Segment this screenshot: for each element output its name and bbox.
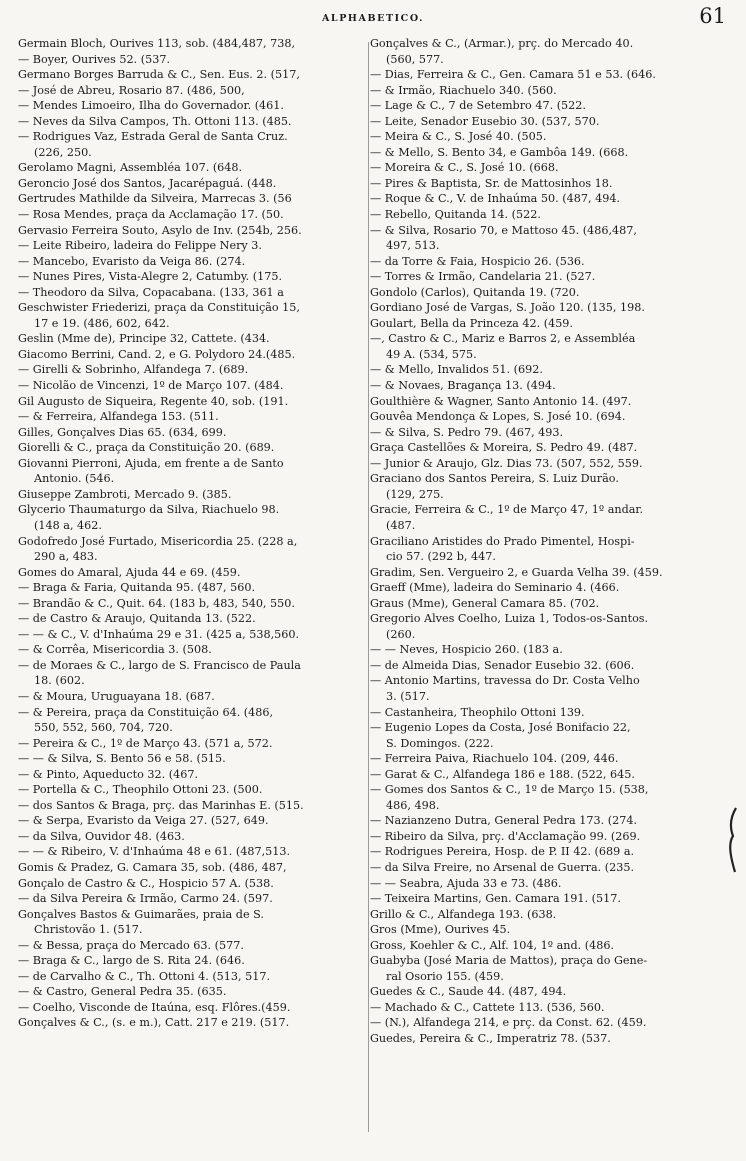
entry-line: — & Irmão, Riachuelo 340. (560. <box>370 83 557 97</box>
running-title: ALPHABETICO. <box>321 13 425 24</box>
entry-line: — — & C., V. d'Inhaúma 29 e 31. (425 a, 538,560. <box>18 627 300 641</box>
directory-entry <box>370 767 732 783</box>
directory-entry <box>370 409 732 425</box>
directory-entry <box>370 502 732 533</box>
entry-line: — & Ferreira, Alfandega 153. (511. <box>18 410 219 424</box>
directory-entry <box>370 642 732 658</box>
entry-line: — Brandão & C., Quit. 64. (183 b, 483, 540, 550. <box>18 596 295 610</box>
directory-entry <box>18 689 374 705</box>
entry-line: —, Castro & C., Mariz e Barros 2, e Assembléa <box>370 332 636 346</box>
entry-line: — & Serpa, Evaristo da Veiga 27. (527, 649. <box>18 814 269 828</box>
directory-entry <box>18 844 374 860</box>
entry-line: — da Silva, Ouvidor 48. (463. <box>18 829 185 843</box>
directory-entry <box>370 891 732 907</box>
directory-entry <box>18 953 374 969</box>
entry-line: — de Moraes & C., largo de S. Francisco de Paula <box>18 658 301 672</box>
entry-line: — Eugenio Lopes da Costa, José Bonifacio 22, <box>370 721 631 735</box>
directory-entry <box>370 860 732 876</box>
directory-entry <box>370 751 732 767</box>
entry-line: — Dias, Ferreira & C., Gen. Camara 51 e 53. (646. <box>370 68 656 82</box>
directory-entry <box>370 922 732 938</box>
entry-line: 550, 552, 560, 704, 720. <box>34 721 173 735</box>
directory-entry <box>18 440 374 456</box>
directory-entry <box>18 378 374 394</box>
entry-line: Germano Borges Barruda & C., Sen. Eus. 2. (517, <box>18 68 300 82</box>
entry-line: Germain Bloch, Ourives 113, sob. (484,487, 738, <box>18 37 296 50</box>
entry-line: — Leite, Senador Eusebio 30. (537, 570. <box>370 114 600 128</box>
directory-entry <box>18 394 374 410</box>
entry-line: — & Moura, Uruguayana 18. (687. <box>18 689 215 703</box>
entry-line: — Theodoro da Silva, Copacabana. (133, 361 a <box>18 285 284 299</box>
entry-line: — Nazianzeno Dutra, General Pedra 173. (274. <box>370 814 638 828</box>
directory-entry <box>370 223 732 254</box>
entry-line: Gradim, Sen. Vergueiro 2, e Guarda Velha 39. (459. <box>370 565 663 579</box>
directory-entry <box>370 456 732 472</box>
directory-entry <box>18 67 374 83</box>
entry-line: Gonçalo de Castro & C., Hospicio 57 A. (538. <box>18 876 274 890</box>
directory-entry <box>370 1000 732 1016</box>
directory-entry <box>370 160 732 176</box>
directory-entry <box>18 782 374 798</box>
entry-line: Godofredo José Furtado, Misericordia 25. (228 a, <box>18 534 298 548</box>
directory-entry <box>370 534 732 565</box>
entry-line: — Rodrigues Pereira, Hosp. de P. II 42. (689 a. <box>370 845 635 859</box>
directory-entry <box>18 409 374 425</box>
directory-entry <box>18 456 374 487</box>
directory-entry <box>18 984 374 1000</box>
directory-entry <box>18 331 374 347</box>
directory-entry <box>18 191 374 207</box>
directory-entry <box>18 891 374 907</box>
directory-entry <box>18 425 374 441</box>
entry-line: Gil Augusto de Siqueira, Regente 40, sob. (191. <box>18 394 289 408</box>
directory-entry <box>370 953 732 984</box>
entry-line: Graeff (Mme), ladeira do Seminario 4. (466. <box>370 581 620 595</box>
directory-entry <box>18 813 374 829</box>
entry-line: — Braga & C., largo de S. Rita 24. (646. <box>18 954 245 968</box>
entry-line: — Rosa Mendes, praça da Acclamação 17. (50. <box>18 208 284 222</box>
directory-entry <box>18 798 374 814</box>
entry-line: (487. <box>386 518 416 532</box>
entry-line: — (N.), Alfandega 214, e prç. da Const. 62. (459. <box>370 1016 647 1030</box>
entry-line: — Machado & C., Cattete 113. (536, 560. <box>370 1000 605 1014</box>
directory-entry <box>18 487 374 503</box>
entry-line: Geschwister Friederizi, praça da Constituição 15, <box>18 301 300 315</box>
directory-entry <box>18 829 374 845</box>
entry-line: (226, 250. <box>34 145 92 159</box>
directory-entry <box>18 502 374 533</box>
entry-line: — Pires & Baptista, Sr. de Mattosinhos 18. <box>370 176 613 190</box>
entry-line: — — Neves, Hospicio 260. (183 a. <box>370 643 563 657</box>
entry-line: — & Silva, S. Pedro 79. (467, 493. <box>370 425 564 439</box>
directory-entry <box>370 285 732 301</box>
directory-entry <box>18 285 374 301</box>
directory-entry <box>18 969 374 985</box>
directory-entry <box>370 938 732 954</box>
entry-line: — Castanheira, Theophilo Ottoni 139. <box>370 705 585 719</box>
directory-entry <box>18 269 374 285</box>
entry-line: — Nunes Pires, Vista-Alegre 2, Catumby. (175. <box>18 270 283 284</box>
entry-line: — Ribeiro da Silva, prç. d'Acclamação 99. (269. <box>370 829 641 843</box>
directory-entry <box>370 425 732 441</box>
entry-line: — Mancebo, Evaristo da Veiga 86. (274. <box>18 254 246 268</box>
directory-entry <box>370 362 732 378</box>
directory-entry <box>370 720 732 751</box>
entry-line: 18. (602. <box>34 674 85 688</box>
entry-line: Giacomo Berrini, Cand. 2, e G. Polydoro 24.(485. <box>18 347 296 361</box>
directory-entry <box>18 736 374 752</box>
entry-line: Gertrudes Mathilde da Silveira, Marrecas 3. (56 <box>18 192 292 206</box>
entry-line: — da Silva Pereira & Irmão, Carmo 24. (597. <box>18 892 273 906</box>
directory-entry <box>370 207 732 223</box>
entry-line: Graça Castellões & Moreira, S. Pedro 49. (487. <box>370 441 638 455</box>
directory-entry <box>18 627 374 643</box>
directory-entry <box>370 1031 732 1047</box>
entry-line: Graciliano Aristides do Prado Pimentel, Hospi- <box>370 534 635 548</box>
page-header <box>14 4 732 36</box>
directory-entry <box>370 907 732 923</box>
entry-line: — Garat & C., Alfandega 186 e 188. (522, 645. <box>370 767 635 781</box>
entry-line: — de Castro & Araujo, Quitanda 13. (522. <box>18 612 256 626</box>
entry-line: — Leite Ribeiro, ladeira do Felippe Nery 3. <box>18 239 262 253</box>
directory-entry <box>18 52 374 68</box>
entry-line: 486, 498. <box>386 798 440 812</box>
entry-line: — Mendes Limoeiro, Ilha do Governador. (461. <box>18 99 284 113</box>
entry-line: 497, 513. <box>386 239 440 253</box>
entry-line: Graciano dos Santos Pereira, S. Luiz Durão. <box>370 472 619 486</box>
entry-line: — Neves da Silva Campos, Th. Ottoni 113. (485. <box>18 114 292 128</box>
entry-line: Gordiano José de Vargas, S. João 120. (135, 198. <box>370 301 645 315</box>
entry-line: — Coelho, Visconde de Itaúna, esq. Flôres.(459. <box>18 1000 291 1014</box>
directory-entry <box>18 596 374 612</box>
directory-entry <box>18 1000 374 1016</box>
directory-entry <box>18 534 374 565</box>
entry-line: (560, 577. <box>386 52 444 66</box>
entry-line: Guedes, Pereira & C., Imperatriz 78. (537. <box>370 1032 611 1045</box>
page-number: 61 <box>699 4 726 28</box>
entry-line: — Braga & Faria, Quitanda 95. (487, 560. <box>18 581 256 595</box>
entry-line: — José de Abreu, Rosario 87. (486, 500, <box>18 83 245 97</box>
entry-line: 17 e 19. (486, 602, 642. <box>34 316 170 330</box>
margin-bracket-mark <box>728 806 738 874</box>
directory-entry <box>370 378 732 394</box>
directory-entry <box>370 829 732 845</box>
directory-entry <box>18 767 374 783</box>
entry-line: Gondolo (Carlos), Quitanda 19. (720. <box>370 285 580 299</box>
directory-entry <box>18 98 374 114</box>
entry-line: — Portella & C., Theophilo Ottoni 23. (500. <box>18 783 263 797</box>
entry-line: Gomes do Amaral, Ajuda 44 e 69. (459. <box>18 565 241 579</box>
directory-entry <box>18 876 374 892</box>
directory-entry <box>370 36 732 67</box>
entry-line: Goulthière & Wagner, Santo Antonio 14. (497. <box>370 394 632 408</box>
entry-line: Gonçalves & C., (Armar.), prç. do Mercado 40. <box>370 37 634 50</box>
right-column <box>370 36 732 1047</box>
directory-entry <box>18 238 374 254</box>
directory-entry <box>18 362 374 378</box>
entry-line: Antonio. (546. <box>34 472 115 486</box>
entry-line: — Rodrigues Vaz, Estrada Geral de Santa Cruz. <box>18 130 288 144</box>
entry-line: Gross, Koehler & C., Alf. 104, 1º and. (486. <box>370 938 615 952</box>
directory-entry <box>18 160 374 176</box>
directory-entry <box>370 316 732 332</box>
directory-entry <box>370 1015 732 1031</box>
entry-line: — Roque & C., V. de Inhaúma 50. (487, 494. <box>370 192 620 206</box>
directory-entry <box>370 565 732 581</box>
entry-line: (148 a, 462. <box>34 518 102 532</box>
entry-line: S. Domingos. (222. <box>386 736 494 750</box>
directory-entry <box>370 254 732 270</box>
directory-entry <box>18 938 374 954</box>
entry-line: cio 57. (292 b, 447. <box>386 550 496 564</box>
directory-entry <box>370 394 732 410</box>
directory-entry <box>18 300 374 331</box>
directory-entry <box>18 642 374 658</box>
entry-line: (260. <box>386 627 416 641</box>
entry-line: Grillo & C., Alfandega 193. (638. <box>370 907 557 921</box>
entry-line: — & Mello, Invalidos 51. (692. <box>370 363 543 377</box>
directory-entry <box>370 129 732 145</box>
directory-entry <box>18 207 374 223</box>
entry-line: — Gomes dos Santos & C., 1º de Março 15. (538, <box>370 783 649 797</box>
column-divider <box>368 42 369 1132</box>
entry-line: Graus (Mme), General Camara 85. (702. <box>370 596 600 610</box>
directory-entry <box>370 331 732 362</box>
directory-entry <box>18 223 374 239</box>
entry-line: Giovanni Pierroni, Ajuda, em frente a de Santo <box>18 456 284 470</box>
entry-line: — Teixeira Martins, Gen. Camara 191. (517. <box>370 892 621 906</box>
entry-line: — de Carvalho & C., Th. Ottoni 4. (513, 517. <box>18 969 271 983</box>
entry-line: — & Pinto, Aqueducto 32. (467. <box>18 767 199 781</box>
entry-line: — Girelli & Sobrinho, Alfandega 7. (689. <box>18 363 249 377</box>
entry-line: Geroncio José dos Santos, Jacarépaguá. (448. <box>18 176 277 190</box>
directory-entry <box>370 300 732 316</box>
directory-entry <box>18 129 374 160</box>
entry-line: — & Mello, S. Bento 34, e Gambôa 149. (668. <box>370 145 629 159</box>
directory-entry <box>18 36 374 52</box>
entry-line: — Moreira & C., S. José 10. (668. <box>370 161 559 175</box>
entry-line: Goulart, Bella da Princeza 42. (459. <box>370 316 573 330</box>
entry-line: — Nicolão de Vincenzi, 1º de Março 107. (484. <box>18 379 284 393</box>
directory-entry <box>370 269 732 285</box>
entry-line: — Meira & C., S. José 40. (505. <box>370 130 547 144</box>
entry-line: — & Bessa, praça do Mercado 63. (577. <box>18 938 244 952</box>
entry-line: — Lage & C., 7 de Setembro 47. (522. <box>370 99 586 113</box>
entry-line: — Rebello, Quitanda 14. (522. <box>370 208 541 222</box>
entry-line: — Junior & Araujo, Glz. Dias 73. (507, 552, 559. <box>370 456 643 470</box>
directory-entry <box>18 254 374 270</box>
entry-line: Giorelli & C., praça da Constituição 20. (689. <box>18 441 275 455</box>
entry-line: — da Silva Freire, no Arsenal de Guerra. (235. <box>370 860 635 874</box>
directory-entry <box>370 145 732 161</box>
entry-line: — — & Silva, S. Bento 56 e 58. (515. <box>18 752 226 766</box>
entry-line: Gonçalves & C., (s. e m.), Catt. 217 e 219. (517. <box>18 1016 290 1030</box>
entry-line: — — & Ribeiro, V. d'Inhaúma 48 e 61. (487,513. <box>18 845 291 859</box>
entry-line: — & Silva, Rosario 70, e Mattoso 45. (486,487, <box>370 223 637 237</box>
directory-entry <box>18 83 374 99</box>
entry-line: 49 A. (534, 575. <box>386 347 477 361</box>
entry-line: — & Novaes, Bragança 13. (494. <box>370 379 556 393</box>
entry-line: Gracie, Ferreira & C., 1º de Março 47, 1º andar. <box>370 503 644 517</box>
directory-entry <box>370 114 732 130</box>
directory-entry <box>370 813 732 829</box>
directory-entry <box>18 611 374 627</box>
directory-entry <box>370 580 732 596</box>
entry-line: — Antonio Martins, travessa do Dr. Costa Velho <box>370 674 640 688</box>
directory-entry <box>18 860 374 876</box>
entry-line: Gonçalves Bastos & Guimarães, praia de S. <box>18 907 264 921</box>
directory-entry <box>18 907 374 938</box>
directory-entry <box>370 705 732 721</box>
directory-entry <box>18 347 374 363</box>
entry-line: Gervasio Ferreira Souto, Asylo de Inv. (254b, 256. <box>18 223 302 237</box>
directory-entry <box>18 1015 374 1031</box>
entry-line: Guedes & C., Saude 44. (487, 494. <box>370 985 567 999</box>
directory-entry <box>370 844 732 860</box>
entry-line: 3. (517. <box>386 689 430 703</box>
entry-line: Giuseppe Zambroti, Mercado 9. (385. <box>18 487 232 501</box>
directory-entry <box>370 782 732 813</box>
directory-entry <box>18 580 374 596</box>
entry-line: Christovão 1. (517. <box>34 923 143 937</box>
directory-entry <box>370 83 732 99</box>
entry-line: 290 a, 483. <box>34 550 98 564</box>
directory-entry <box>18 658 374 689</box>
directory-entry <box>370 98 732 114</box>
directory-entry <box>18 705 374 736</box>
entry-line: Gilles, Gonçalves Dias 65. (634, 699. <box>18 425 227 439</box>
entry-line: Geslin (Mme de), Principe 32, Cattete. (434. <box>18 332 270 346</box>
directory-entry <box>370 67 732 83</box>
entry-line: Gregorio Alves Coelho, Luiza 1, Todos-os-Santos. <box>370 612 649 626</box>
directory-entry <box>370 176 732 192</box>
entry-line: — & Castro, General Pedra 35. (635. <box>18 985 227 999</box>
directory-entry <box>370 471 732 502</box>
entry-line: Gomis & Pradez, G. Camara 35, sob. (486, 487, <box>18 860 287 874</box>
entry-line: — de Almeida Dias, Senador Eusebio 32. (606. <box>370 658 635 672</box>
directory-entry <box>370 440 732 456</box>
directory-entry <box>370 596 732 612</box>
directory-entry <box>18 565 374 581</box>
entry-line: — — Seabra, Ajuda 33 e 73. (486. <box>370 876 562 890</box>
directory-entry <box>370 191 732 207</box>
entry-line: (129, 275. <box>386 487 444 501</box>
directory-entry <box>18 114 374 130</box>
directory-entry <box>370 673 732 704</box>
directory-entry <box>18 176 374 192</box>
entry-line: Gouvêa Mendonça & Lopes, S. José 10. (694. <box>370 410 626 424</box>
directory-entry <box>370 984 732 1000</box>
entry-line: — & Pereira, praça da Constituição 64. (486, <box>18 705 274 719</box>
entry-line: Gerolamo Magni, Assembléa 107. (648. <box>18 161 243 175</box>
entry-line: — Torres & Irmão, Candelaria 21. (527. <box>370 270 596 284</box>
entry-line: — Pereira & C., 1º de Março 43. (571 a, 572. <box>18 736 273 750</box>
left-column <box>18 36 374 1031</box>
directory-entry <box>370 658 732 674</box>
entry-line: — dos Santos & Braga, prç. das Marinhas E. (515. <box>18 798 304 812</box>
entry-line: Guabyba (José Maria de Mattos), praça do Gene- <box>370 954 648 968</box>
entry-line: — Ferreira Paiva, Riachuelo 104. (209, 446. <box>370 752 619 766</box>
entry-line: ral Osorio 155. (459. <box>386 969 504 983</box>
entry-line: Glycerio Thaumaturgo da Silva, Riachuelo 98. <box>18 503 280 517</box>
entry-line: — Boyer, Ourives 52. (537. <box>18 52 171 66</box>
directory-entry <box>370 611 732 642</box>
entry-line: — & Corrêa, Misericordia 3. (508. <box>18 643 212 657</box>
entry-line: — da Torre & Faia, Hospicio 26. (536. <box>370 254 585 268</box>
directory-entry <box>18 751 374 767</box>
entry-line: Gros (Mme), Ourives 45. <box>370 923 511 937</box>
directory-entry <box>370 876 732 892</box>
